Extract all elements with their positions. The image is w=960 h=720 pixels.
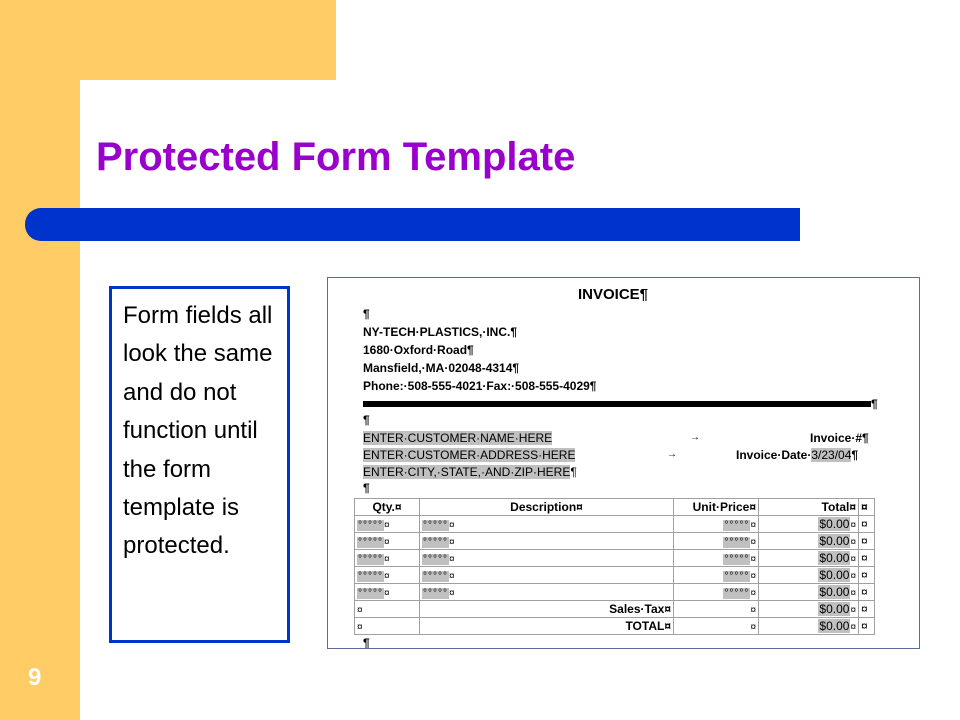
sales-tax-amount[interactable]: $0.00¤ (759, 601, 859, 618)
qty-field[interactable]: °°°°°¤ (355, 550, 420, 567)
company-city: Mansfield,·MA·02048-4314¶ (363, 361, 520, 375)
description-field[interactable]: °°°°°¤ (420, 550, 674, 567)
customer-city-field[interactable]: ENTER·CITY,·STATE,·AND·ZIP·HERE (363, 465, 571, 479)
total-row (355, 618, 875, 635)
invoice-number-line (810, 431, 869, 445)
company-name: NY-TECH·PLASTICS,·INC.¶ (363, 325, 518, 339)
company-phone-fax: Phone:·508-555-4021·Fax:·508-555-4029¶ (363, 379, 597, 393)
tab-arrow-icon: → (690, 432, 700, 443)
unit-price-field[interactable]: °°°°°¤ (674, 567, 759, 584)
row-end-mark: ¤ (859, 550, 875, 567)
header-unit-price: Unit·Price¤ (674, 499, 759, 516)
row-end-mark: ¤ (859, 584, 875, 601)
customer-address-field[interactable]: ENTER·CUSTOMER·ADDRESS·HERE (363, 448, 576, 462)
row-end-mark: ¤ (859, 618, 875, 635)
final-pilcrow: ¶ (363, 636, 370, 649)
unit-price-field[interactable]: °°°°°¤ (674, 550, 759, 567)
invoice-date-label: Invoice·Date· (736, 448, 812, 462)
description-field[interactable]: °°°°°¤ (420, 567, 674, 584)
description-field[interactable]: °°°°°¤ (420, 584, 674, 601)
item-rows (355, 516, 875, 601)
table-row (355, 533, 875, 550)
sales-tax-label: Sales·Tax¤ (420, 601, 674, 618)
line-total-field[interactable]: $0.00¤ (759, 584, 859, 601)
line-total-field[interactable]: $0.00¤ (759, 567, 859, 584)
cell-marker: ¤ (674, 618, 759, 635)
total-label: TOTAL¤ (420, 618, 674, 635)
invoice-table (354, 498, 875, 635)
header-qty: Qty.¤ (355, 499, 420, 516)
customer-name-field[interactable]: ENTER·CUSTOMER·NAME·HERE (363, 431, 553, 445)
line-total-field[interactable]: $0.00¤ (759, 516, 859, 533)
row-end-mark: ¤ (859, 499, 875, 516)
pilcrow: ¶ (570, 465, 577, 479)
grand-total-amount[interactable]: $0.00¤ (759, 618, 859, 635)
header-total: Total¤ (759, 499, 859, 516)
customer-name-line (363, 431, 552, 445)
sales-tax-row (355, 601, 875, 618)
header-description: Description¤ (420, 499, 674, 516)
invoice-date-line (736, 448, 858, 462)
cell-marker: ¤ (674, 601, 759, 618)
row-end-mark: ¤ (859, 567, 875, 584)
unit-price-field[interactable]: °°°°°¤ (674, 584, 759, 601)
rule-pilcrow: ¶ (871, 397, 878, 411)
cell-marker: ¤ (355, 601, 420, 618)
customer-city-line (363, 465, 577, 479)
qty-field[interactable]: °°°°°¤ (355, 567, 420, 584)
blank-paragraph: ¶ (363, 307, 370, 321)
cell-marker: ¤ (355, 618, 420, 635)
invoice-date-field[interactable]: 3/23/04 (811, 448, 852, 462)
callout-text: Form fields all look the same and do not function until the form template is protected. (123, 302, 273, 560)
pilcrow: ¶ (862, 431, 869, 445)
qty-field[interactable]: °°°°°¤ (355, 584, 420, 601)
row-end-mark: ¤ (859, 516, 875, 533)
table-row (355, 584, 875, 601)
side-accent-band (0, 0, 80, 720)
unit-price-field[interactable]: °°°°°¤ (674, 516, 759, 533)
slide-number: 9 (28, 664, 42, 691)
table-row (355, 516, 875, 533)
pilcrow: ¶ (851, 448, 859, 462)
description-field[interactable]: °°°°°¤ (420, 516, 674, 533)
description-field[interactable]: °°°°°¤ (420, 533, 674, 550)
blank-paragraph-3: ¶ (363, 481, 370, 495)
top-accent-band (0, 0, 336, 80)
callout-textbox (109, 286, 290, 643)
qty-field[interactable]: °°°°°¤ (355, 533, 420, 550)
table-row (355, 550, 875, 567)
invoice-document-screenshot (327, 277, 920, 649)
table-header-row (355, 499, 875, 516)
invoice-number-label: Invoice·# (810, 431, 863, 445)
qty-field[interactable]: °°°°°¤ (355, 516, 420, 533)
customer-address-line (363, 448, 575, 462)
title-underline-bar (25, 208, 800, 241)
line-total-field[interactable]: $0.00¤ (759, 550, 859, 567)
unit-price-field[interactable]: °°°°°¤ (674, 533, 759, 550)
heavy-horizontal-rule (363, 401, 871, 407)
row-end-mark: ¤ (859, 533, 875, 550)
invoice-heading: INVOICE¶ (578, 286, 649, 303)
blank-paragraph-2: ¶ (363, 413, 370, 427)
slide-title: Protected Form Template (96, 135, 576, 179)
table-row (355, 567, 875, 584)
row-end-mark: ¤ (859, 601, 875, 618)
company-street: 1680·Oxford·Road¶ (363, 343, 474, 357)
line-total-field[interactable]: $0.00¤ (759, 533, 859, 550)
tab-arrow-icon: → (667, 449, 677, 460)
